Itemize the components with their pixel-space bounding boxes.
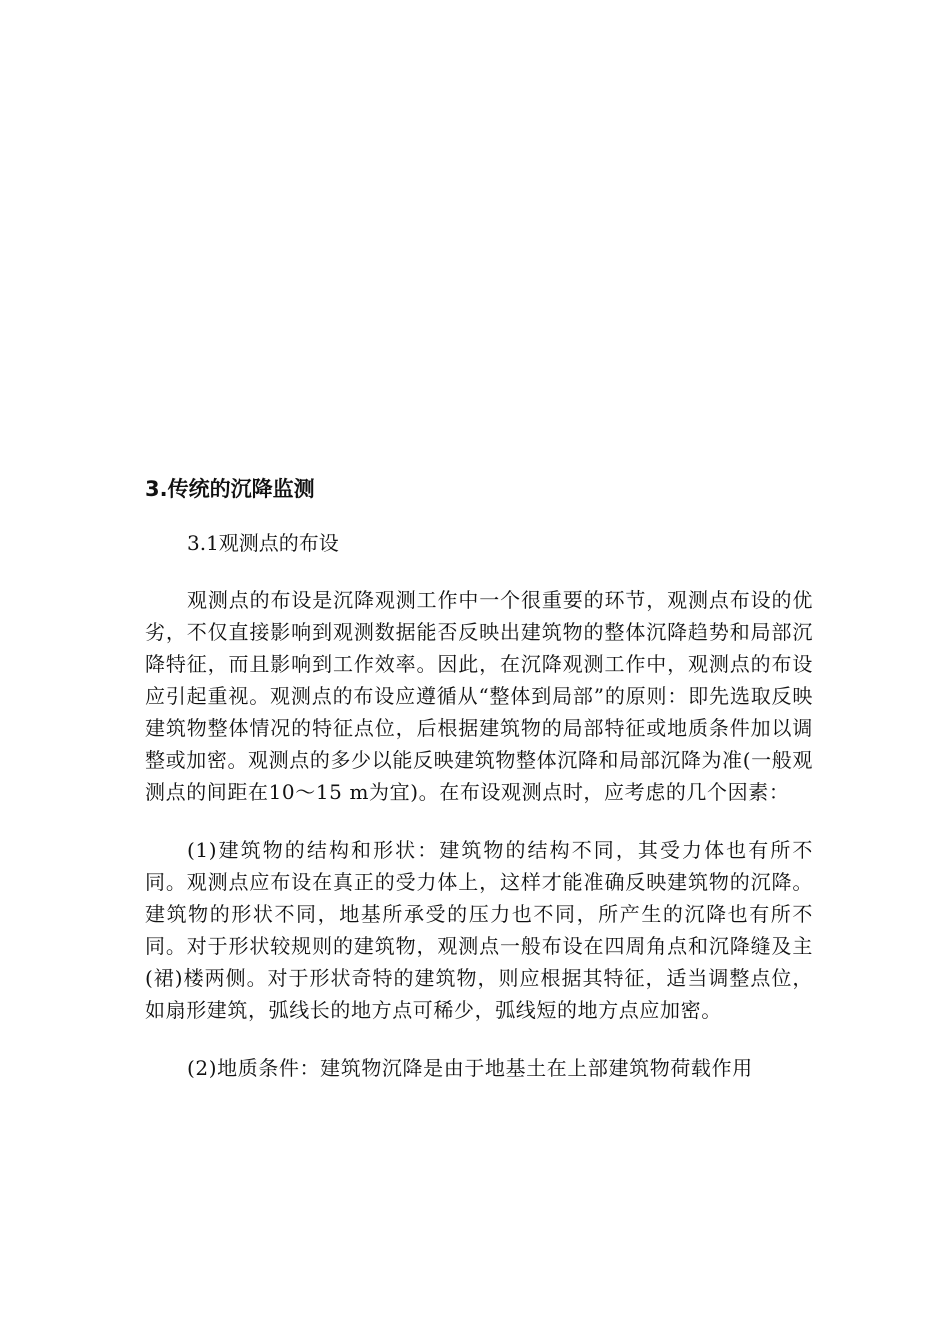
paragraph-geological-conditions: (2)地质条件：建筑物沉降是由于地基土在上部建筑物荷载作用 [187,1056,753,1080]
paragraph-observation-point-layout: 观测点的布设是沉降观测工作中一个很重要的环节，观测点布设的优劣，不仅直接影响到观测数据能否反映出建筑物的整体沉降趋势和局部沉降特征，而且影响到工作效率。因此，在沉降观测工作中，观测点的布设应引起重视。观测点的布设应遵循从“整体到局部”的原则：即先选取反映建筑物整体情况的特征点位，后根据建筑物的局部特征或地质条件加以调整或加密。观测点的多少以能反映建筑物整体沉降和局部沉降为准(一般观测点的间距在10～15 m为宜)。在布设观测点时，应考虑的几个因素： [145,588,813,804]
paragraph-structure-and-shape: (1)建筑物的结构和形状：建筑物的结构不同，其受力体也有所不同。观测点应布设在真正的受力体上，这样才能准确反映建筑物的沉降。建筑物的形状不同，地基所承受的压力也不同，所产生的沉降也有所不同。对于形状较规则的建筑物，观测点一般布设在四周角点和沉降缝及主(裙)楼两侧。对于形状奇特的建筑物，则应根据其特征，适当调整点位，如扇形建筑，弧线长的地方点可稀少，弧线短的地方点应加密。 [145,838,813,1022]
document-body [145,474,813,1110]
subsection-title: 3.1观测点的布设 [187,531,339,555]
section-title: 3.传统的沉降监测 [145,477,315,501]
